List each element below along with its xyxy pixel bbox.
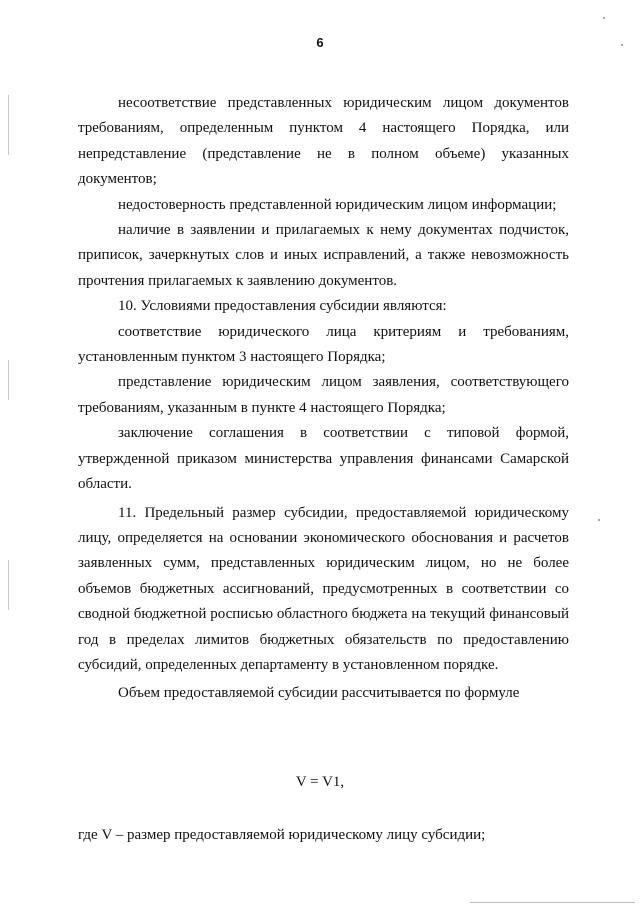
paragraph-formula-intro: Объем предоставляемой субсидии рассчитывается по формуле [118, 685, 520, 702]
scan-bottom-edge [470, 902, 635, 903]
formula: V = V1, [295, 774, 345, 790]
paragraph-corrections: наличие в заявлении и прилагаемых к нему документах подчисток, приписок, зачеркнутых слов и иных исправлений, а также невозможность прочтения прилагаемых к заявлению документов. [78, 222, 569, 289]
scan-margin-line [8, 360, 9, 400]
paragraph-clause-10: 10. Условиями предоставления субсидии являются: [118, 298, 447, 315]
scan-margin-line [8, 560, 9, 610]
paragraph-criteria: соответствие юридического лица критериям и требованиям, установленным пунктом 3 настоящего Порядка; [78, 323, 569, 366]
scan-speck [621, 44, 623, 46]
scan-speck [598, 519, 600, 521]
scan-margin-line [8, 95, 9, 155]
paragraph-definition: где V – размер предоставляемой юридическому лицу субсидии; [78, 827, 486, 843]
paragraph-clause-11: 11. Предельный размер субсидии, предоставляемой юридическому лицу, определяется на основании экономического обоснования и расчетов заявленных сумм, представленных юридическим лицом, но не более объемов бюджетных ассигнований, предусмотренных в соответствии со сводной бюджетной росписью областного бюджета на текущий финансовый год в пределах лимитов бюджетных обязательств по предоставлению субсидий, определенных департаменту в установленном порядке. [78, 504, 569, 673]
paragraph-application: представление юридическим лицом заявления, соответствующего требованиям, указанным в пункте 4 настоящего Порядка; [78, 374, 569, 416]
page-number: 6 [316, 35, 324, 50]
paragraph-unreliable-info: недостоверность представленной юридическим лицом информации; [118, 196, 557, 213]
paragraph-agreement: заключение соглашения в соответствии с типовой формой, утвержденной приказом министерства управления финансами Самарской области. [78, 425, 569, 493]
paragraph-mismatch: несоответствие представленных юридическим лицом документов требованиям, определенным пунктом 4 настоящего Порядка, или непредставление (представление не в полном объеме) указанных документов; [78, 95, 569, 188]
document-body [78, 91, 569, 707]
scan-speck [603, 17, 605, 19]
